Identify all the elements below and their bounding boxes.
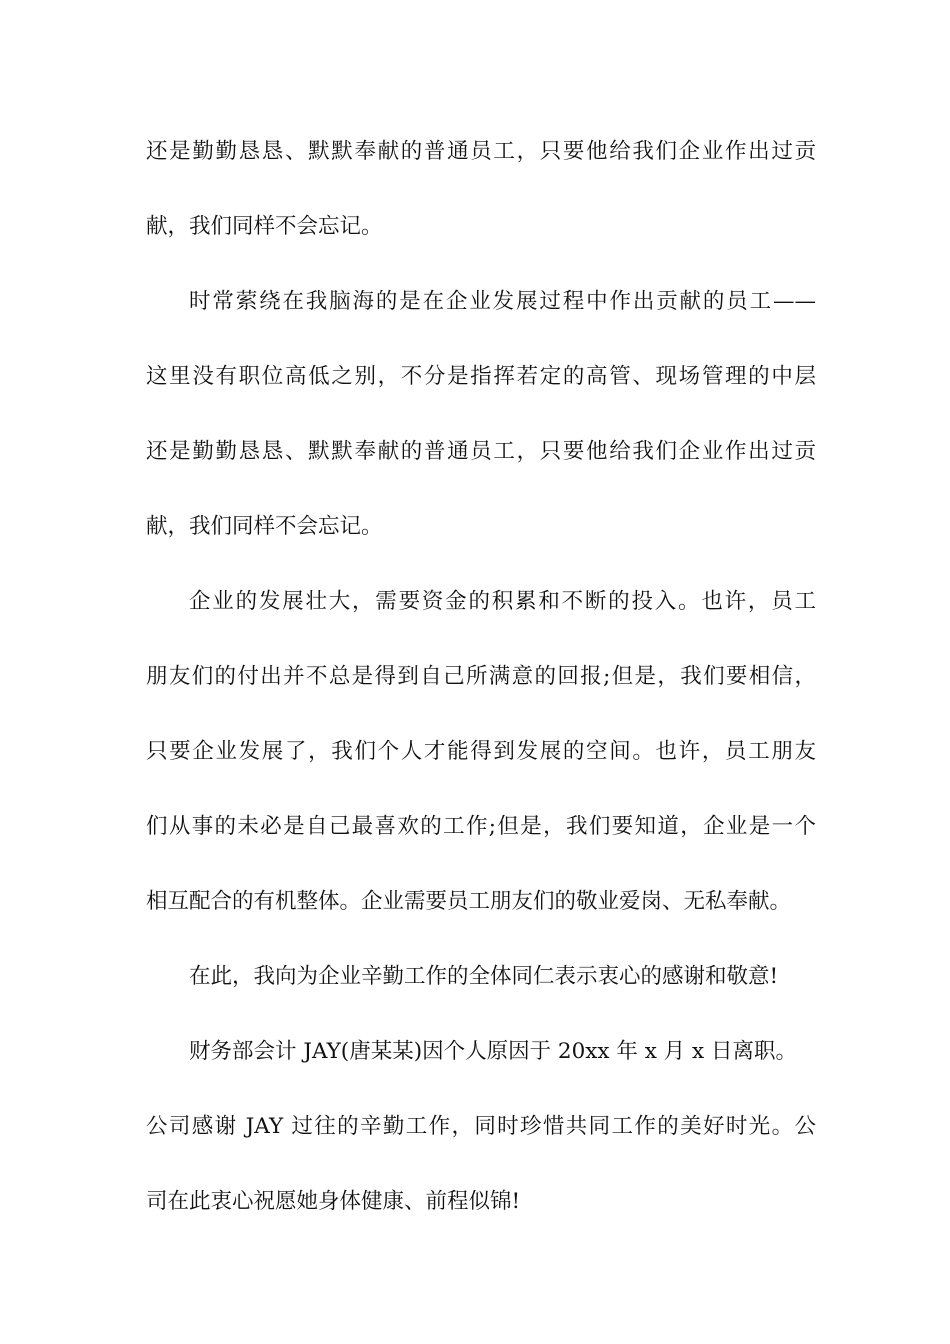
paragraph-line: 公司感谢 JAY 过往的辛勤工作，同时珍惜共同工作的美好时光。公: [146, 1114, 816, 1139]
paragraph-line: 这里没有职位高低之别，不分是指挥若定的高管、现场管理的中层: [146, 364, 816, 389]
paragraph-line: 还是勤勤恳恳、默默奉献的普通员工，只要他给我们企业作出过贡: [146, 139, 816, 164]
paragraph-line: 们从事的未必是自己最喜欢的工作;但是，我们要知道，企业是一个: [146, 814, 816, 839]
paragraph-line: 时常萦绕在我脑海的是在企业发展过程中作出贡献的员工——: [189, 289, 816, 314]
paragraph-line: 还是勤勤恳恳、默默奉献的普通员工，只要他给我们企业作出过贡: [146, 439, 816, 464]
paragraph-line: 献，我们同样不会忘记。: [146, 514, 383, 539]
paragraph-line: 相互配合的有机整体。企业需要员工朋友们的敬业爱岗、无私奉献。: [146, 889, 792, 914]
paragraph-line: 财务部会计 JAY(唐某某)因个人原因于 20xx 年 x 月 x 日离职。: [189, 1039, 797, 1064]
paragraph-line: 企业的发展壮大，需要资金的积累和不断的投入。也许，员工: [189, 589, 816, 614]
paragraph-line: 只要企业发展了，我们个人才能得到发展的空间。也许，员工朋友: [146, 739, 816, 764]
paragraph-line: 在此，我向为企业辛勤工作的全体同仁表示衷心的感谢和敬意!: [189, 964, 779, 989]
paragraph-line: 朋友们的付出并不总是得到自己所满意的回报;但是，我们要相信，: [146, 664, 816, 689]
paragraph-line: 献，我们同样不会忘记。: [146, 214, 383, 239]
paragraph-line: 司在此衷心祝愿她身体健康、前程似锦!: [146, 1189, 521, 1214]
